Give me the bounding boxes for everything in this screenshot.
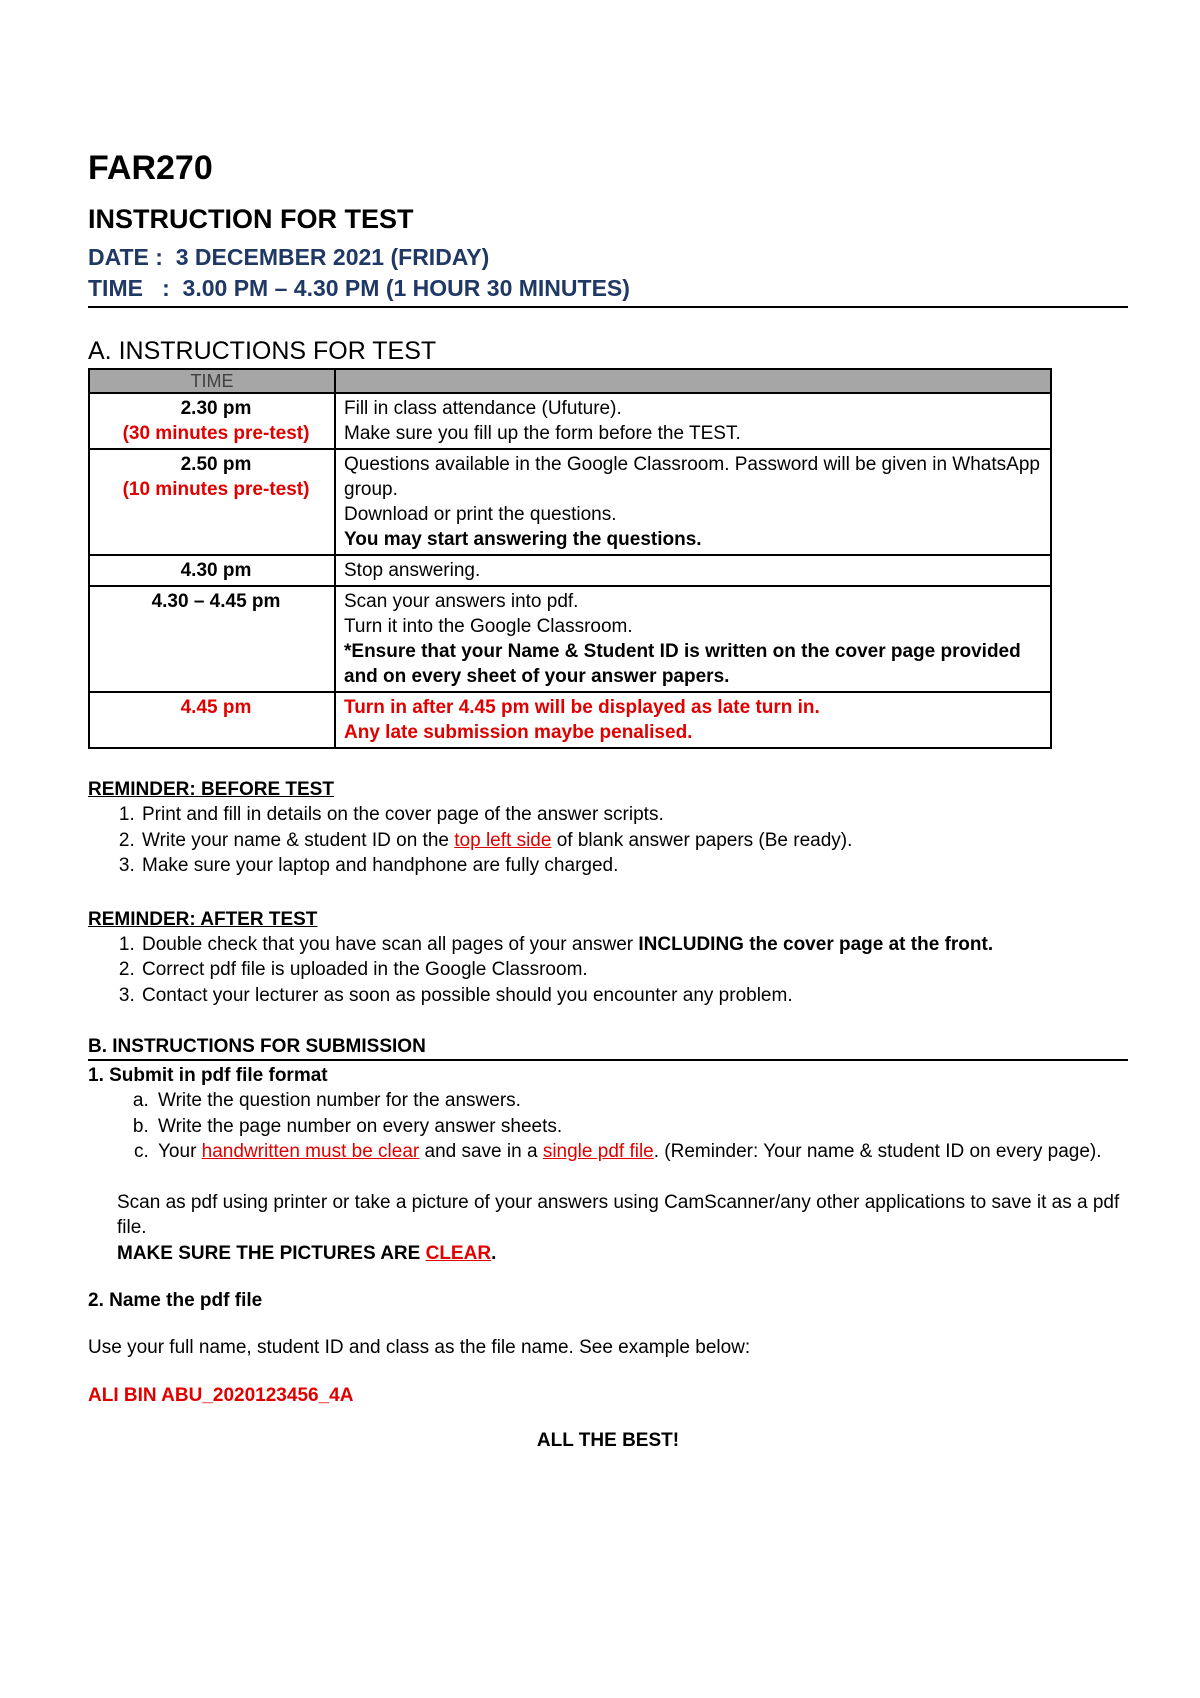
instruction-cell: [335, 555, 1051, 586]
table-row: [89, 449, 1051, 555]
list-item: [154, 1139, 1128, 1165]
time-cell: [89, 393, 335, 449]
time-note: (10 minutes pre-test): [122, 479, 310, 500]
instruction-line: Questions available in the Google Classroom. Password will be given in WhatsApp group.: [344, 454, 1040, 500]
make-sure-text: MAKE SURE THE PICTURES ARE: [117, 1242, 426, 1264]
make-sure-clear: [88, 1241, 1128, 1267]
list-item: [154, 1088, 1128, 1114]
time-value: 4.45 pm: [180, 697, 252, 718]
list-item-text: Print and fill in details on the cover page of the answer scripts.: [142, 804, 664, 825]
name-file-heading: 2. Name the pdf file: [88, 1290, 263, 1311]
instruction-line: Download or print the questions.: [344, 504, 617, 525]
reminder-after-heading: REMINDER: AFTER TEST: [88, 908, 318, 930]
reminder-before-heading: REMINDER: BEFORE TEST: [88, 779, 334, 800]
time-cell: [89, 555, 335, 586]
list-item: [140, 828, 1128, 854]
instruction-line: Turn in after 4.45 pm will be displayed as late turn in.: [344, 697, 820, 718]
reminder-after-list: [88, 932, 1128, 1009]
test-date: DATE : 3 DECEMBER 2021 (FRIDAY): [88, 244, 490, 270]
instruction-line: Turn it into the Google Classroom.: [344, 616, 633, 637]
instruction-cell: [335, 692, 1051, 748]
time-cell: [89, 692, 335, 748]
table-row: [89, 692, 1051, 748]
time-value: 2.30 pm: [180, 398, 252, 419]
instruction-cell: [335, 449, 1051, 555]
section-b-heading: B. INSTRUCTIONS FOR SUBMISSION: [88, 1034, 1128, 1061]
document-title: INSTRUCTION FOR TEST: [88, 204, 414, 234]
top-left-side-link: top left side: [454, 829, 552, 851]
instruction-line: Any late submission maybe penalised.: [344, 722, 693, 743]
list-item-text: and save in a: [419, 1141, 543, 1162]
list-item-bold-text: INCLUDING the cover page at the front.: [638, 933, 994, 955]
list-item-text: Make sure your laptop and handphone are fully charged.: [142, 855, 619, 876]
list-item: [140, 957, 1128, 983]
course-code: FAR270: [88, 149, 213, 187]
table-row: [89, 555, 1051, 586]
table-header-row: [89, 369, 1051, 393]
instruction-line: Scan your answers into pdf.: [344, 591, 579, 612]
handwritten-clear-link: handwritten must be clear: [201, 1141, 420, 1162]
reminder-before-list: [88, 802, 1128, 879]
list-item: [140, 802, 1128, 828]
time-cell: [89, 586, 335, 692]
instruction-line-bold: You may start answering the questions.: [344, 529, 702, 550]
list-item: [140, 932, 1128, 958]
table-row: [89, 586, 1051, 692]
list-item-text: Contact your lecturer as soon as possible should you encounter any problem.: [142, 984, 793, 1006]
submit-format-list: [88, 1088, 1128, 1165]
list-item: [140, 983, 1128, 1009]
instruction-cell: [335, 393, 1051, 449]
list-item: [154, 1114, 1128, 1140]
table-row: [89, 393, 1051, 449]
schedule-table: [88, 368, 1052, 749]
list-item: [140, 853, 1128, 879]
list-item-text: Correct pdf file is uploaded in the Google Classroom.: [142, 959, 588, 980]
instruction-line: Stop answering.: [344, 560, 481, 581]
file-name-example: ALI BIN ABU_2020123456_4A: [88, 1384, 354, 1406]
header-instruction: [335, 369, 1051, 393]
single-pdf-link: single pdf file: [542, 1141, 654, 1162]
clear-emphasis: CLEAR: [425, 1242, 492, 1264]
instruction-line-bold: *Ensure that your Name & Student ID is written on the cover page provided and on every sheet of your answer papers.: [344, 641, 1021, 687]
header-time: TIME: [89, 369, 335, 393]
time-value: 4.30 – 4.45 pm: [151, 591, 281, 612]
instruction-line: Make sure you fill up the form before the TEST.: [344, 423, 741, 444]
time-value: 2.50 pm: [180, 454, 252, 475]
document-page: [88, 148, 1128, 1452]
list-item-text: Write the question number for the answers.: [158, 1090, 521, 1111]
submit-format-heading: 1. Submit in pdf file format: [88, 1065, 328, 1086]
list-item-text: Double check that you have scan all pages of your answer: [142, 933, 639, 955]
time-cell: [89, 449, 335, 555]
list-item-text: Write your name & student ID on the: [142, 829, 455, 851]
make-sure-period: .: [491, 1242, 497, 1264]
instruction-line: Fill in class attendance (Ufuture).: [344, 398, 622, 419]
list-item-text: Write the page number on every answer sheets.: [158, 1115, 563, 1137]
time-value: 4.30 pm: [180, 560, 252, 581]
list-item-text: of blank answer papers (Be ready).: [551, 829, 853, 851]
scan-instruction: Scan as pdf using printer or take a picture of your answers using CamScanner/any other applications to save it as a pdf file.: [117, 1191, 1120, 1238]
closing-text: ALL THE BEST!: [536, 1430, 680, 1451]
test-time: TIME : 3.00 PM – 4.30 PM (1 HOUR 30 MINUTES): [88, 275, 630, 301]
date-time-block: [88, 242, 1128, 308]
instruction-cell: [335, 586, 1051, 692]
file-name-instruction: Use your full name, student ID and class as the file name. See example below:: [88, 1337, 751, 1358]
time-note: (30 minutes pre-test): [122, 423, 310, 444]
list-item-text: Your: [158, 1141, 202, 1162]
list-item-text: . (Reminder: Your name & student ID on every page).: [653, 1141, 1102, 1162]
section-a-heading: A. INSTRUCTIONS FOR TEST: [88, 337, 437, 365]
